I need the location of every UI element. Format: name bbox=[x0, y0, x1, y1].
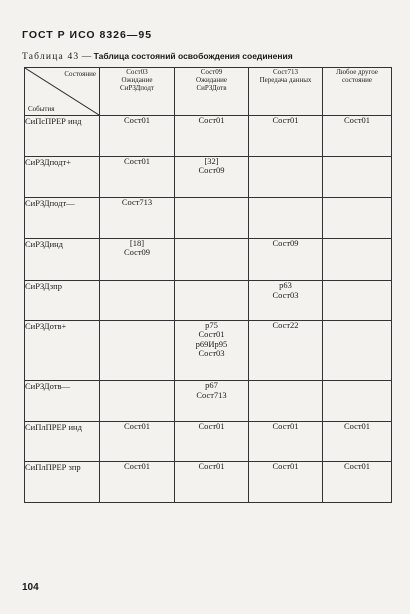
table-row bbox=[25, 238, 392, 281]
state-cell bbox=[249, 381, 323, 422]
state-cell bbox=[175, 238, 249, 281]
state-cell bbox=[249, 462, 323, 503]
state-cell bbox=[249, 238, 323, 281]
state-cell bbox=[175, 462, 249, 503]
cell-entry: Сост01 bbox=[198, 420, 225, 431]
caption-dash: — bbox=[79, 52, 94, 62]
cell-entry: [18] bbox=[129, 237, 145, 248]
state-cell bbox=[175, 421, 249, 462]
column-header: Сост09 Ожидание СиРЗДотв bbox=[175, 68, 249, 116]
cell-entry: Сост01 bbox=[343, 461, 371, 472]
cell-entry: Сост713 bbox=[121, 197, 153, 208]
table-row bbox=[25, 381, 392, 422]
state-cell bbox=[323, 198, 392, 239]
event-cell: СиРЗДподт— bbox=[25, 198, 100, 239]
page-number: 104 bbox=[22, 582, 39, 593]
state-cell bbox=[175, 198, 249, 239]
cell-entry: р69Ир95 bbox=[195, 338, 228, 349]
column-header: Сост713 Передача данных bbox=[249, 68, 323, 116]
table-row bbox=[25, 462, 392, 503]
cell-entry: Сост713 bbox=[196, 389, 227, 400]
state-cell bbox=[100, 381, 175, 422]
cell-entry: Сост01 bbox=[123, 461, 151, 472]
table-row bbox=[25, 198, 392, 239]
table-title: Таблица состояний освобождения соединения bbox=[93, 51, 293, 61]
cell-entry: Сост01 bbox=[272, 461, 299, 472]
state-cell bbox=[249, 281, 323, 321]
corner-label-events: События bbox=[28, 105, 55, 113]
state-cell bbox=[175, 381, 249, 422]
cell-entry: Сост01 bbox=[198, 115, 225, 125]
state-cell bbox=[100, 462, 175, 503]
corner-cell bbox=[25, 68, 100, 116]
table-body bbox=[25, 116, 392, 503]
event-cell: СиРЗДподт+ bbox=[25, 156, 100, 198]
state-cell bbox=[100, 156, 175, 198]
table-caption bbox=[22, 51, 293, 62]
state-cell bbox=[323, 320, 392, 381]
corner-label-state: Состояние bbox=[64, 70, 96, 78]
state-cell bbox=[100, 116, 175, 157]
state-cell bbox=[100, 421, 175, 462]
cell-entry: Сост03 bbox=[198, 348, 225, 359]
state-cell bbox=[100, 281, 175, 321]
cell-entry: Сост01 bbox=[198, 329, 225, 340]
cell-entry: Сост22 bbox=[272, 319, 299, 330]
cell-entry: Сост01 bbox=[272, 420, 299, 431]
state-cell bbox=[249, 116, 323, 157]
table-row bbox=[25, 421, 392, 462]
table-row bbox=[25, 116, 392, 157]
document-header: ГОСТ Р ИСО 8326—95 bbox=[22, 29, 153, 41]
cell-entry: Сост01 bbox=[198, 461, 225, 472]
table-row bbox=[25, 320, 392, 381]
cell-entry: Сост01 bbox=[123, 115, 151, 125]
event-cell: СиРЗДинд bbox=[25, 238, 100, 281]
cell-entry: Сост01 bbox=[343, 420, 371, 431]
cell-entry: Сост09 bbox=[123, 247, 151, 258]
event-cell: СиРЗДзпр bbox=[25, 281, 100, 321]
state-cell bbox=[323, 381, 392, 422]
table-row bbox=[25, 156, 392, 198]
cell-entry: р75 bbox=[205, 319, 218, 330]
table-row bbox=[25, 281, 392, 321]
state-cell bbox=[323, 462, 392, 503]
table-number: Таблица 43 bbox=[22, 52, 80, 62]
column-header: Любое другое состояние bbox=[323, 68, 392, 116]
cell-entry: Сост09 bbox=[198, 165, 225, 176]
cell-entry: Сост01 bbox=[123, 420, 151, 431]
state-cell bbox=[100, 238, 175, 281]
state-cell bbox=[249, 198, 323, 239]
cell-entry: Сост09 bbox=[272, 237, 299, 248]
cell-entry: [32] bbox=[204, 155, 219, 166]
state-cell bbox=[323, 421, 392, 462]
event-cell: СиРЗДотв+ bbox=[25, 320, 100, 381]
state-cell bbox=[249, 421, 323, 462]
state-cell bbox=[175, 320, 249, 381]
state-cell bbox=[175, 156, 249, 198]
header-row bbox=[25, 68, 392, 116]
state-cell bbox=[323, 156, 392, 198]
event-cell: СиПлПРЕР зпр bbox=[25, 462, 100, 503]
cell-entry: Сост03 bbox=[272, 289, 299, 300]
column-header: Сост03 Ожидание СиРЗДподт bbox=[100, 68, 175, 116]
cell-entry: р67 bbox=[205, 380, 218, 391]
cell-entry: Сост01 bbox=[123, 155, 151, 166]
state-table bbox=[24, 67, 392, 503]
cell-entry: р63 bbox=[279, 280, 292, 291]
state-cell bbox=[323, 281, 392, 321]
cell-entry: Сост01 bbox=[343, 115, 371, 125]
state-cell bbox=[249, 156, 323, 198]
state-cell bbox=[100, 198, 175, 239]
state-cell bbox=[249, 320, 323, 381]
state-cell bbox=[175, 281, 249, 321]
state-cell bbox=[100, 320, 175, 381]
cell-entry: Сост01 bbox=[272, 115, 299, 125]
event-cell: СиПлПРЕР инд bbox=[25, 421, 100, 462]
event-cell: СиРЗДотв— bbox=[25, 381, 100, 422]
event-cell: СиПсПРЕР инд bbox=[25, 116, 100, 157]
state-cell bbox=[175, 116, 249, 157]
state-cell bbox=[323, 238, 392, 281]
state-cell bbox=[323, 116, 392, 157]
